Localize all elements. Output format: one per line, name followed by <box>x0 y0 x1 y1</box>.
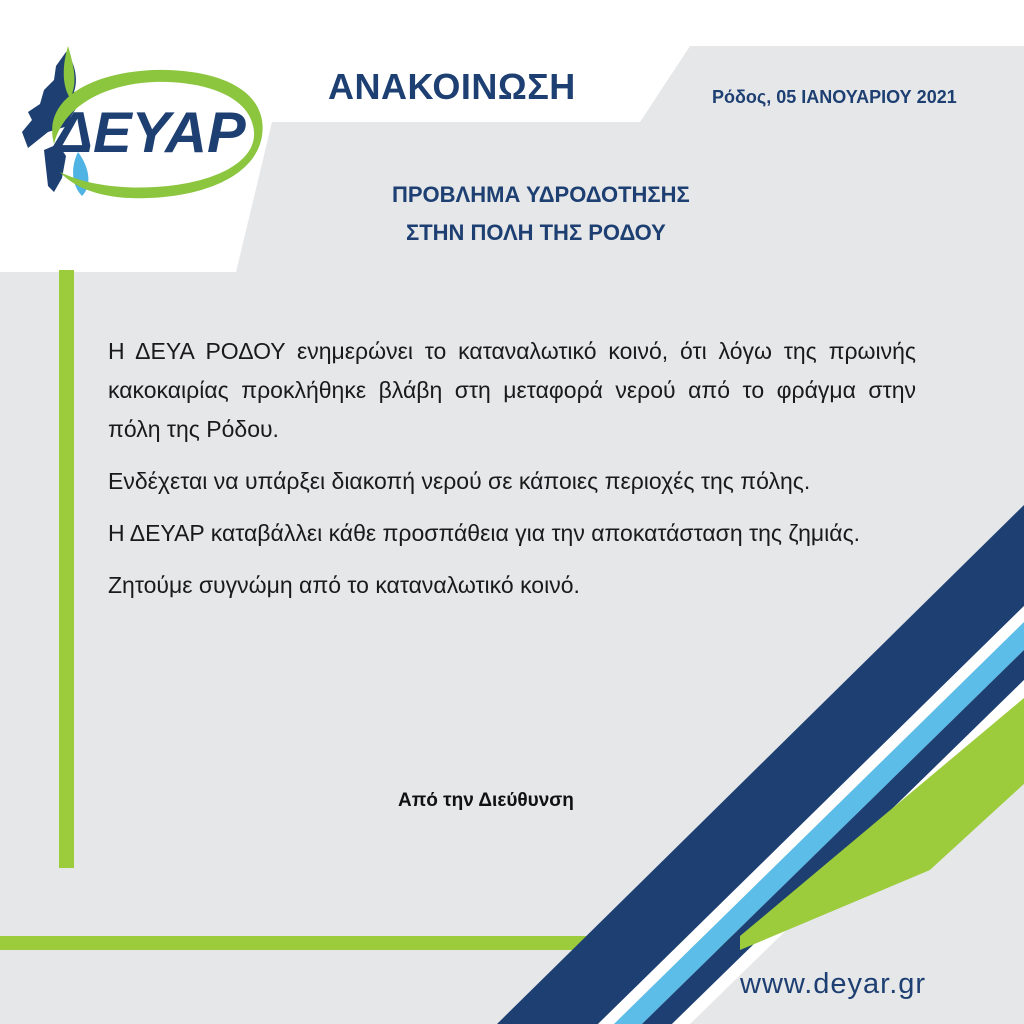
body-paragraph-1: Η ΔΕΥΑ ΡΟΔΟΥ ενημερώνει το καταναλωτικό κοινό, ότι λόγω της πρωινής κακοκαιρίας προκλήθηκε βλάβη στη μεταφορά νερού από το φράγμα στην πόλη της Ρόδου. <box>108 338 916 442</box>
subject-line-2: ΣΤΗΝ ΠΟΛΗ ΤΗΣ ΡΟΔΟΥ <box>406 220 666 245</box>
left-green-rule <box>59 270 74 868</box>
body-paragraph-2: Ενδέχεται να υπάρξει διακοπή νερού σε κάποιες περιοχές της πόλης. <box>108 468 811 494</box>
subject-line-1: ΠΡΟΒΛΗΜΑ ΥΔΡΟΔΟΤΗΣΗΣ <box>392 182 690 207</box>
announcement-title: ΑΝΑΚΟΙΝΩΣΗ <box>328 66 576 107</box>
deyar-logo <box>18 40 278 220</box>
announcement-body <box>108 332 916 618</box>
body-paragraph-3: Η ΔΕΥΑΡ καταβάλλει κάθε προσπάθεια για την αποκατάσταση της ζημιάς. <box>108 520 861 546</box>
logo-wordmark: ΔΕΥΑΡ <box>54 100 246 165</box>
website-link[interactable]: www.deyar.gr <box>740 968 927 1000</box>
announcement-date: Ρόδος, 05 ΙΑΝΟΥΑΡΙΟΥ 2021 <box>712 87 957 107</box>
announcement-subject <box>392 176 732 252</box>
body-paragraph-4: Ζητούμε συγνώμη από το καταναλωτικό κοινό. <box>108 572 580 598</box>
signature: Από την Διεύθυνση <box>398 790 574 811</box>
